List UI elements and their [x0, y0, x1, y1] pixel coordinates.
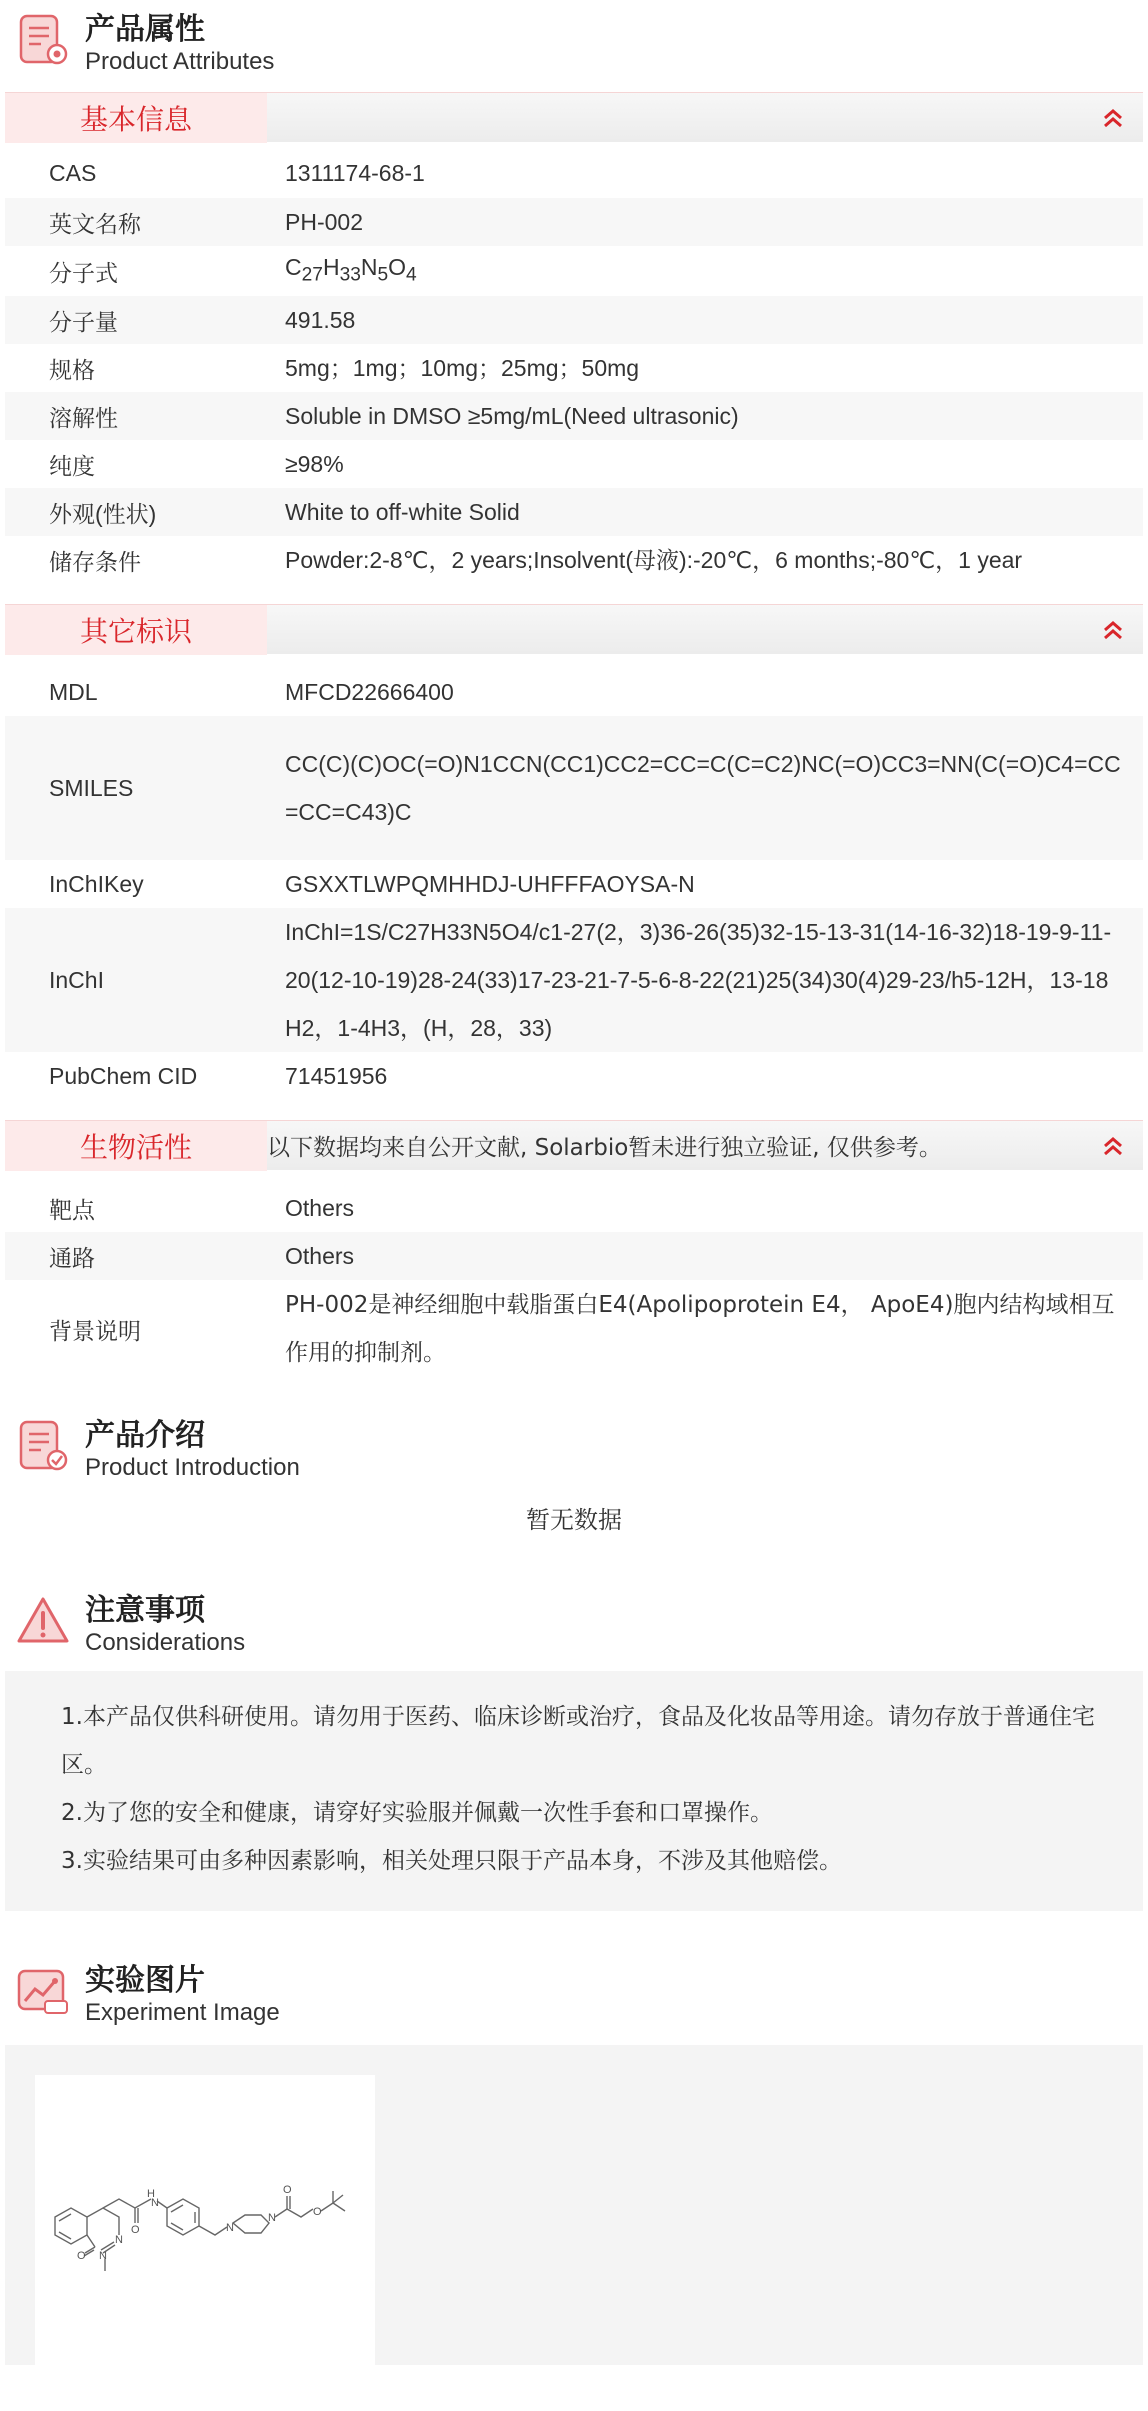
attr-value: PH-002: [285, 209, 363, 235]
notice-box: [5, 1671, 1143, 1911]
attr-key: 靶点: [49, 1196, 95, 1223]
collapse-other-ids-button[interactable]: [1083, 605, 1143, 655]
notice-header: [5, 1581, 1143, 1667]
attr-row-solubility: [5, 392, 1143, 440]
double-chevron-up-icon: [1102, 619, 1124, 641]
attributes-title-en: Product Attributes: [85, 48, 275, 75]
attr-value: Powder:2-8℃，2 years;Insolvent(母液):-20℃，6 months;-80℃，1 year: [285, 547, 1023, 573]
attributes-title-cn: 产品属性: [85, 12, 205, 47]
attr-value: PH-002是神经细胞中载脂蛋白E4(Apolipoprotein E4， ApoE4)胞内结构域相互作用的抑制剂。: [285, 1292, 1115, 1366]
attr-key: InChI: [49, 966, 104, 993]
attr-value: White to off-white Solid: [285, 499, 520, 525]
attr-key: SMILES: [49, 774, 134, 801]
attr-key: 分子量: [49, 308, 118, 335]
attr-value: CC(C)(C)OC(=O)N1CCN(CC1)CC2=CC=C(C=C2)NC(=O)CC3=NN(C(=O)C4=CC=CC=C43)C: [285, 751, 1121, 825]
attr-row-inchi: [5, 908, 1143, 1052]
attr-key: 纯度: [49, 452, 95, 479]
experiment-image-area: [5, 2045, 1143, 2365]
experiment-title-en: Experiment Image: [85, 1999, 280, 2026]
group-basic-info: [5, 92, 1143, 142]
attr-row-pathway: [5, 1232, 1143, 1280]
attr-row-background: [5, 1280, 1143, 1378]
notice-item: 3.实验结果可由多种因素影响，相关处理只限于产品本身，不涉及其他赔偿。: [61, 1848, 842, 1874]
experiment-image-card[interactable]: [35, 2075, 375, 2365]
atom-label: N: [99, 2250, 107, 2262]
collapse-bio-activity-button[interactable]: [1083, 1121, 1143, 1171]
group-label-basic-info: 基本信息: [5, 93, 267, 143]
group-other-ids: [5, 604, 1143, 654]
atom-label: O: [313, 2206, 322, 2218]
chemical-structure-image: [35, 2075, 375, 2365]
attr-key: 通路: [49, 1244, 95, 1271]
attr-row-target: [5, 1184, 1143, 1232]
notice-title-en: Considerations: [85, 1629, 246, 1656]
attr-value: GSXXTLWPQMHHDJ-UHFFFAOYSA-N: [285, 871, 695, 897]
attr-value: Soluble in DMSO ≥5mg/mL(Need ultrasonic): [285, 403, 739, 429]
attr-key: CAS: [49, 159, 97, 186]
intro-title-en: Product Introduction: [85, 1454, 300, 1481]
document-gear-icon: [15, 12, 71, 68]
notice-title-cn: 注意事项: [85, 1593, 205, 1628]
attr-key: MDL: [49, 678, 98, 705]
attr-value: Others: [285, 1243, 355, 1269]
atom-label: N: [151, 2197, 159, 2209]
attr-row-mol-weight: [5, 296, 1143, 344]
attr-key: 规格: [49, 356, 95, 383]
group-label-bio-activity: 生物活性: [5, 1121, 267, 1171]
document-check-icon: [15, 1418, 71, 1474]
intro-empty-state: 暂无数据: [526, 1506, 622, 1534]
molecular-formula: $C_{27}H_{33}N_5O_4$: [285, 253, 417, 286]
attr-key: PubChem CID: [49, 1062, 198, 1089]
attr-value: 71451956: [285, 1063, 388, 1089]
attr-value: 5mg；1mg；10mg；25mg；50mg: [285, 355, 640, 381]
atom-label: N: [226, 2222, 234, 2234]
attr-row-pubchem: [5, 1052, 1143, 1100]
atom-label: H: [147, 2188, 155, 2200]
notice-item: 1.本产品仅供科研使用。请勿用于医药、临床诊断或治疗，食品及化妆品等用途。请勿存放于普通住宅区。: [61, 1704, 1095, 1778]
double-chevron-up-icon: [1102, 1135, 1124, 1157]
attr-key: 储存条件: [49, 548, 141, 575]
double-chevron-up-icon: [1102, 107, 1124, 129]
atom-label: N: [115, 2234, 123, 2246]
experiment-title-cn: 实验图片: [85, 1963, 205, 1998]
attr-value: ≥98%: [285, 451, 344, 477]
attr-key: 分子式: [49, 259, 118, 286]
intro-header: [5, 1406, 1143, 1492]
attr-row-formula: [5, 246, 1143, 296]
attributes-header: [5, 0, 1143, 86]
atom-label: N: [268, 2212, 276, 2224]
atom-label: O: [131, 2224, 140, 2236]
attr-row-smiles: [5, 716, 1143, 860]
group-label-other-ids: 其它标识: [5, 605, 267, 655]
warning-triangle-icon: [15, 1593, 71, 1649]
attr-key: 背景说明: [49, 1317, 141, 1344]
attr-value: InChI=1S/C27H33N5O4/c1-27(2，3)36-26(35)32-15-13-31(14-16-32)18-19-9-11-20(12-10-19)28-24(33)17-23-21-7-5-6-8-22(21)25(34)30(4)29-23/h5-12H，13-18H2，1-4H3，(H，28，33): [285, 919, 1112, 1041]
attr-key: 溶解性: [49, 404, 118, 431]
attr-row-cas: [5, 148, 1143, 198]
group-bio-activity: [5, 1120, 1143, 1170]
intro-title-cn: 产品介绍: [85, 1418, 205, 1453]
attr-key: 英文名称: [49, 210, 141, 237]
attr-row-appearance: [5, 488, 1143, 536]
bio-disclaimer: 以下数据均来自公开文献, Solarbio暂未进行独立验证, 仅供参考。: [267, 1135, 942, 1161]
collapse-basic-info-button[interactable]: [1083, 93, 1143, 143]
experiment-header: [5, 1951, 1143, 2037]
attr-key: InChIKey: [49, 870, 144, 897]
attr-value: Others: [285, 1195, 355, 1221]
attr-row-inchikey: [5, 860, 1143, 908]
attr-row-purity: [5, 440, 1143, 488]
image-chart-icon: [15, 1963, 71, 2019]
attr-key: 外观(性状): [49, 500, 157, 527]
attr-value: 491.58: [285, 307, 356, 333]
attr-value: 1311174-68-1: [285, 160, 425, 186]
attr-row-spec: [5, 344, 1143, 392]
attr-value: MFCD22666400: [285, 679, 454, 705]
atom-label: O: [77, 2250, 86, 2262]
attr-row-storage: [5, 536, 1143, 584]
notice-item: 2.为了您的安全和健康，请穿好实验服并佩戴一次性手套和口罩操作。: [61, 1800, 773, 1826]
atom-label: O: [283, 2184, 292, 2196]
attr-row-english-name: [5, 198, 1143, 246]
attr-row-mdl: [5, 668, 1143, 716]
